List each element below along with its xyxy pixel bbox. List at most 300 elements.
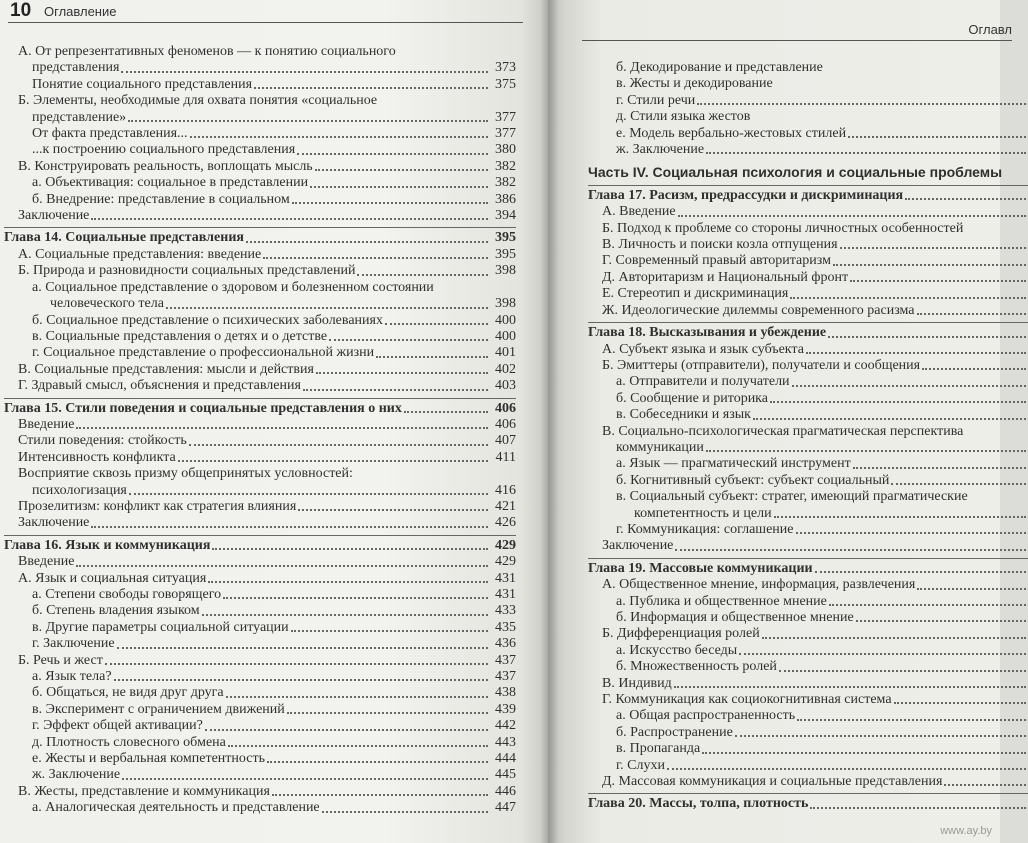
toc-entry (588, 522, 1028, 538)
toc-page-number: 398 (495, 296, 516, 312)
toc-entry (4, 751, 516, 767)
toc-entry-title: Глава 14. Социальные представления (4, 230, 244, 246)
running-head: Оглавление (44, 4, 117, 19)
page-number: 10 (10, 0, 32, 21)
toc-entry (588, 270, 1028, 286)
toc-dot-leader (316, 371, 488, 374)
toc-page-number: 400 (495, 312, 516, 328)
toc-entry-title: компетентность и цели (634, 505, 772, 521)
toc-entry-title: Б. Элементы, необходимые для охвата понятия «социальное (18, 93, 378, 109)
toc-dot-leader (292, 201, 488, 204)
toc-entry-title: в. Эксперимент с ограничением движений (32, 701, 285, 717)
toc-part-heading (588, 164, 1028, 180)
toc-entry (588, 676, 1028, 692)
toc-entry-title: а. Отправители и получатели (616, 374, 790, 390)
toc-entry (4, 296, 516, 312)
toc-entry (4, 329, 516, 345)
toc-entry (588, 725, 1028, 741)
toc-page-number: 406 (495, 416, 516, 432)
toc-dot-leader (297, 152, 488, 155)
toc-dot-leader (702, 751, 1026, 754)
toc-dot-leader (840, 246, 1026, 249)
toc-dot-leader (706, 151, 1026, 154)
toc-entry-title: Глава 15. Стили поведения и социальные представления о них (4, 400, 402, 416)
toc-list-right (588, 60, 1028, 813)
toc-entry-title: человеческого тела (50, 296, 164, 312)
toc-entry-title: Введение (18, 416, 75, 432)
toc-entry-title: А. Социальные представления: введение (18, 246, 262, 262)
toc-entry-title: Г. Современный правый авторитаризм (602, 253, 831, 269)
toc-entry-title: в. Социальный субъект: стратег, имеющий прагматические (616, 489, 968, 505)
toc-dot-leader (121, 70, 488, 73)
toc-page-number: 444 (495, 751, 516, 767)
toc-dot-leader (674, 685, 1026, 688)
toc-entry (588, 538, 1028, 554)
toc-page-number: 411 (495, 449, 516, 465)
toc-entry-title: Глава 20. Массы, толпа, плотность (588, 796, 809, 812)
toc-entry (4, 433, 516, 449)
toc-entry-title: Б. Дифференциация ролей (602, 626, 760, 642)
toc-list-left (4, 44, 516, 817)
toc-page-number: 431 (495, 587, 516, 602)
toc-dot-leader (263, 256, 488, 259)
toc-entry-title: а. Общая распространенность (616, 708, 796, 724)
toc-chapter-entry (588, 793, 1028, 812)
toc-page-number: 429 (495, 554, 516, 570)
toc-entry-title: б. Социальное представление о психических заболеваниях (32, 312, 383, 328)
toc-dot-leader (315, 168, 488, 171)
toc-entry (588, 237, 1028, 253)
toc-entry (4, 345, 516, 361)
toc-entry (588, 610, 1028, 626)
toc-dot-leader (385, 322, 488, 325)
toc-entry (4, 263, 516, 279)
toc-dot-leader (267, 760, 488, 763)
toc-entry-title: а. Степени свободы говорящего (32, 587, 222, 602)
toc-entry (4, 142, 516, 158)
toc-entry-title: в. Социальные представления о детях и о детстве (32, 328, 328, 344)
toc-entry (4, 247, 516, 263)
toc-entry (4, 417, 516, 433)
toc-entry (4, 702, 516, 718)
toc-dot-leader (792, 384, 1026, 387)
toc-dot-leader (208, 580, 488, 583)
toc-dot-leader (806, 351, 1026, 354)
toc-entry-title: б. Степень владения языком (32, 603, 200, 619)
toc-dot-leader (706, 449, 1026, 452)
toc-dot-leader (114, 678, 488, 681)
toc-chapter-entry (4, 535, 516, 554)
toc-dot-leader (129, 492, 488, 495)
toc-entry-title: В. Конструировать реальность, воплощать мысль (18, 158, 313, 174)
toc-entry-title: б. Внедрение: представление в социальном (32, 191, 290, 207)
toc-dot-leader (774, 515, 1026, 518)
toc-page-number: 416 (495, 482, 516, 498)
toc-entry (588, 440, 1028, 456)
toc-entry (4, 362, 516, 378)
toc-dot-leader (76, 564, 488, 567)
toc-entry (588, 76, 1028, 92)
toc-entry (4, 685, 516, 701)
toc-page-number: 403 (495, 378, 516, 394)
toc-dot-leader (91, 217, 488, 220)
toc-entry (588, 424, 1028, 440)
toc-entry-title: б. Множественность ролей (616, 659, 777, 675)
toc-entry-title: в. Собеседники и язык (616, 407, 751, 423)
toc-entry-title: Б. Подход к проблеме со стороны личностных особенностей (602, 220, 964, 236)
toc-dot-leader (739, 652, 1026, 655)
toc-entry (588, 741, 1028, 757)
toc-dot-leader (850, 279, 1026, 282)
toc-entry (4, 126, 516, 142)
toc-entry (4, 192, 516, 208)
toc-entry-title: В. Жесты, представление и коммуникация (18, 783, 270, 799)
toc-dot-leader (678, 214, 1026, 217)
toc-entry (588, 221, 1028, 237)
toc-entry-title: Глава 16. Язык и коммуникация (4, 537, 211, 553)
toc-entry-title: Б. Речь и жест (18, 652, 103, 668)
toc-dot-leader (917, 312, 1026, 315)
right-page-header (582, 20, 1012, 41)
toc-entry (588, 303, 1028, 319)
toc-page-number: 377 (495, 109, 516, 125)
toc-dot-leader (829, 603, 1026, 606)
toc-entry (588, 774, 1028, 790)
toc-dot-leader (853, 466, 1026, 469)
toc-entry (4, 669, 516, 685)
toc-page-number: 433 (495, 603, 516, 619)
toc-entry-title: Ж. Идеологические дилеммы современного расизма (602, 302, 915, 318)
toc-page-number: 446 (495, 783, 516, 799)
toc-dot-leader (291, 629, 488, 632)
toc-entry (4, 60, 516, 76)
toc-entry (588, 391, 1028, 407)
toc-dot-leader (272, 793, 488, 796)
toc-page-number: 401 (495, 345, 516, 361)
toc-entry (588, 577, 1028, 593)
toc-entry (4, 93, 516, 109)
toc-page-number: 442 (495, 718, 516, 734)
toc-entry-title: ...к построению социального представления (32, 142, 296, 158)
toc-entry (588, 626, 1028, 642)
toc-entry (588, 456, 1028, 472)
toc-entry (588, 407, 1028, 423)
toc-dot-leader (128, 119, 488, 122)
toc-entry-title: Глава 18. Высказывания и убеждение (588, 325, 827, 341)
toc-dot-leader (246, 240, 488, 243)
toc-page-number: 395 (495, 246, 516, 262)
toc-dot-leader (810, 806, 1026, 809)
toc-chapter-entry (588, 185, 1028, 204)
toc-entry-title: А. Язык и социальная ситуация (18, 570, 207, 586)
toc-dot-leader (105, 662, 488, 665)
toc-entry-title: Заключение (18, 515, 90, 531)
toc-entry (588, 374, 1028, 390)
toc-entry (4, 718, 516, 734)
toc-entry (588, 286, 1028, 302)
toc-page-number: 402 (495, 361, 516, 377)
toc-dot-leader (223, 596, 488, 599)
toc-dot-leader (117, 646, 488, 649)
toc-dot-leader (202, 613, 488, 616)
toc-page-number: 435 (495, 619, 516, 635)
toc-entry (588, 708, 1028, 724)
toc-entry-title: А. Введение (602, 204, 676, 220)
toc-page-number: 380 (495, 142, 516, 158)
toc-entry-title: Введение (18, 554, 75, 570)
toc-dot-leader (76, 426, 488, 429)
toc-page-number: 429 (495, 537, 516, 553)
toc-entry-title: А. От репрезентативных феноменов — к понятию социального (18, 44, 396, 59)
toc-entry (4, 450, 516, 466)
toc-page-number: 394 (495, 208, 516, 224)
toc-entry (4, 587, 516, 603)
toc-dot-leader (226, 695, 488, 698)
toc-page-number: 395 (495, 230, 516, 246)
toc-dot-leader (322, 810, 488, 813)
toc-page-number: 386 (495, 191, 516, 207)
toc-entry (4, 735, 516, 751)
toc-entry-title: психологизация (32, 482, 127, 498)
toc-page-number: 398 (495, 263, 516, 279)
toc-entry-title: а. Аналогическая деятельность и представление (32, 800, 320, 816)
toc-entry-title: г. Стили речи (616, 92, 696, 108)
book-gutter (540, 0, 558, 843)
toc-dot-leader (697, 102, 1026, 105)
toc-entry-title: Прозелитизм: конфликт как стратегия влияния (18, 498, 297, 514)
toc-entry-title: ж. Заключение (32, 767, 121, 783)
toc-dot-leader (667, 767, 1026, 770)
toc-entry (4, 620, 516, 636)
toc-entry-title: ж. Заключение (616, 142, 705, 158)
toc-entry (588, 93, 1028, 109)
toc-entry (4, 313, 516, 329)
toc-entry (4, 515, 516, 531)
toc-page-number: 406 (495, 400, 516, 416)
toc-dot-leader (753, 417, 1026, 420)
toc-entry-title: Интенсивность конфликта (18, 449, 176, 465)
toc-entry-title: представление» (32, 109, 127, 125)
toc-entry-title: Д. Массовая коммуникация и социальные представления (602, 774, 943, 790)
left-page-header (8, 2, 523, 23)
toc-entry-title: а. Язык тела? (32, 669, 112, 685)
toc-dot-leader (833, 263, 1026, 266)
toc-entry (588, 692, 1028, 708)
toc-dot-leader (178, 459, 488, 462)
toc-dot-leader (287, 711, 488, 714)
toc-entry (4, 280, 516, 296)
toc-entry-title: представления (32, 60, 120, 76)
toc-dot-leader (894, 701, 1026, 704)
toc-entry-title: Понятие социального представления (32, 76, 253, 92)
toc-page-number: 382 (495, 158, 516, 174)
toc-entry (4, 159, 516, 175)
toc-entry (588, 342, 1028, 358)
toc-dot-leader (944, 783, 1026, 786)
toc-entry-title: д. Плотность словесного обмена (32, 734, 226, 750)
toc-entry (4, 208, 516, 224)
toc-dot-leader (212, 547, 488, 550)
toc-entry-title: Заключение (18, 208, 90, 224)
toc-dot-leader (770, 400, 1026, 403)
toc-page-number: 447 (495, 800, 516, 816)
toc-entry-title: Заключение (602, 538, 674, 554)
toc-entry (4, 499, 516, 515)
toc-entry-title: б. Общаться, не видя друг друга (32, 685, 224, 701)
toc-entry-title: От факта представления... (32, 126, 188, 142)
toc-chapter-entry (4, 227, 516, 246)
toc-dot-leader (891, 482, 1026, 485)
toc-page-number: 426 (495, 515, 516, 531)
toc-dot-leader (376, 355, 488, 358)
toc-dot-leader (303, 388, 488, 391)
toc-entry (588, 60, 1028, 76)
toc-dot-leader (848, 135, 1026, 138)
toc-entry-title: В. Социальные представления: мысли и действия (18, 361, 314, 377)
toc-entry (4, 571, 516, 587)
toc-entry-title: Часть IV. Социальная психология и социальные проблемы (588, 164, 1003, 181)
toc-entry (4, 483, 516, 499)
toc-page-number: 437 (495, 669, 516, 685)
toc-dot-leader (735, 734, 1026, 737)
toc-dot-leader (329, 338, 488, 341)
toc-dot-leader (828, 335, 1026, 338)
toc-page-number: 400 (495, 328, 516, 344)
toc-dot-leader (790, 296, 1026, 299)
toc-entry-title: а. Социальное представление о здоровом и болезненном состоянии (32, 279, 434, 295)
toc-entry (588, 473, 1028, 489)
toc-page-number: 431 (495, 570, 516, 586)
toc-dot-leader (779, 669, 1026, 672)
toc-page-number: 439 (495, 701, 516, 717)
toc-dot-leader (917, 587, 1026, 590)
toc-entry-title: а. Искусство беседы (616, 642, 738, 658)
toc-entry (588, 758, 1028, 774)
toc-dot-leader (310, 185, 488, 188)
toc-entry-title: г. Эффект общей активации? (32, 718, 203, 734)
toc-dot-leader (905, 197, 1026, 200)
toc-dot-leader (922, 367, 1026, 370)
toc-dot-leader (254, 86, 488, 89)
toc-entry-title: В. Индивид (602, 675, 672, 691)
toc-dot-leader (189, 443, 488, 446)
toc-entry-title: Г. Здравый смысл, объяснения и представления (18, 378, 301, 394)
toc-entry (4, 636, 516, 652)
toc-entry (588, 204, 1028, 220)
toc-dot-leader (675, 548, 1026, 551)
toc-dot-leader (190, 135, 488, 138)
toc-entry (4, 378, 516, 394)
toc-page-number: 421 (495, 498, 516, 514)
toc-entry-title: е. Жесты и вербальная компетентность (32, 751, 265, 767)
toc-dot-leader (166, 306, 488, 309)
toc-entry-title: б. Декодирование и представление (616, 60, 823, 75)
toc-page-number: 382 (495, 175, 516, 191)
toc-entry (588, 659, 1028, 675)
toc-entry (4, 767, 516, 783)
toc-entry (4, 77, 516, 93)
toc-entry (4, 466, 516, 482)
toc-entry-title: Б. Эмиттеры (отправители), получатели и сообщения (602, 357, 921, 373)
toc-entry-title: в. Другие параметры социальной ситуации (32, 619, 289, 635)
toc-entry (4, 784, 516, 800)
toc-entry (4, 175, 516, 191)
toc-entry (4, 44, 516, 60)
toc-entry-title: б. Когнитивный субъект: субъект социальный (616, 472, 890, 488)
toc-entry (588, 643, 1028, 659)
toc-entry-title: в. Пропаганда (616, 741, 701, 757)
toc-entry (4, 653, 516, 669)
running-head-right: Оглавл (968, 22, 1012, 37)
toc-entry (588, 126, 1028, 142)
toc-page-number: 407 (495, 433, 516, 449)
toc-entry-title: г. Заключение (32, 636, 115, 652)
toc-chapter-entry (588, 558, 1028, 577)
toc-entry-title: а. Язык — прагматический инструмент (616, 456, 851, 472)
toc-dot-leader (357, 273, 488, 276)
toc-entry-title: а. Объективация: социальное в представлении (32, 175, 309, 191)
toc-entry-title: В. Социально-психологическая прагматическая перспектива (602, 423, 964, 439)
toc-entry (588, 109, 1028, 125)
toc-dot-leader (205, 728, 488, 731)
toc-entry-title: Восприятие сквозь призму общепринятых условностей: (18, 466, 353, 482)
toc-dot-leader (298, 508, 488, 511)
toc-page-number: 438 (495, 685, 516, 701)
toc-entry-title: е. Модель вербально-жестовых стилей (616, 125, 847, 141)
toc-entry-title: Стили поведения: стойкость (18, 433, 187, 449)
toc-entry-title: Г. Коммуникация как социокогнитивная система (602, 692, 892, 708)
toc-page-number: 437 (495, 652, 516, 668)
toc-entry-title: В. Личность и поиски козла отпущения (602, 237, 838, 253)
toc-entry-title: Д. Авторитаризм и Национальный фронт (602, 269, 849, 285)
toc-entry-title: Е. Стереотип и дискриминация (602, 286, 789, 302)
toc-chapter-entry (588, 322, 1028, 341)
toc-entry-title: г. Слухи (616, 757, 665, 773)
toc-entry (588, 489, 1028, 505)
toc-entry-title: б. Сообщение и риторика (616, 390, 768, 406)
toc-dot-leader (797, 718, 1026, 721)
watermark: www.ay.by (940, 825, 992, 837)
toc-dot-leader (91, 525, 488, 528)
toc-entry (4, 554, 516, 570)
toc-entry-title: Б. Природа и разновидности социальных представлений (18, 263, 356, 279)
toc-entry-title: б. Распространение (616, 724, 733, 740)
toc-entry-title: Глава 17. Расизм, предрассудки и дискриминация (588, 187, 904, 203)
toc-dot-leader (404, 410, 488, 413)
toc-page-number: 443 (495, 734, 516, 750)
toc-dot-leader (796, 531, 1027, 534)
toc-entry (4, 800, 516, 816)
toc-entry-title: а. Публика и общественное мнение (616, 593, 827, 609)
toc-dot-leader (228, 744, 488, 747)
toc-entry (4, 110, 516, 126)
right-page (548, 0, 1012, 843)
toc-entry-title: А. Общественное мнение, информация, развлечения (602, 577, 916, 593)
toc-dot-leader (815, 570, 1026, 573)
toc-page-number: 377 (495, 126, 516, 142)
toc-entry-title: г. Социальное представление о профессиональной жизни (32, 345, 375, 361)
toc-entry-title: б. Информация и общественное мнение (616, 610, 854, 625)
toc-entry (588, 142, 1028, 158)
toc-entry-title: коммуникации (616, 439, 704, 455)
toc-entry (588, 594, 1028, 610)
toc-dot-leader (122, 777, 488, 780)
toc-entry-title: г. Коммуникация: соглашение (616, 521, 794, 537)
toc-entry-title: А. Субъект языка и язык субъекта (602, 341, 804, 357)
toc-entry-title: Глава 19. Массовые коммуникации (588, 560, 813, 576)
toc-dot-leader (856, 619, 1026, 622)
toc-entry-title: в. Жесты и декодирование (616, 76, 773, 92)
